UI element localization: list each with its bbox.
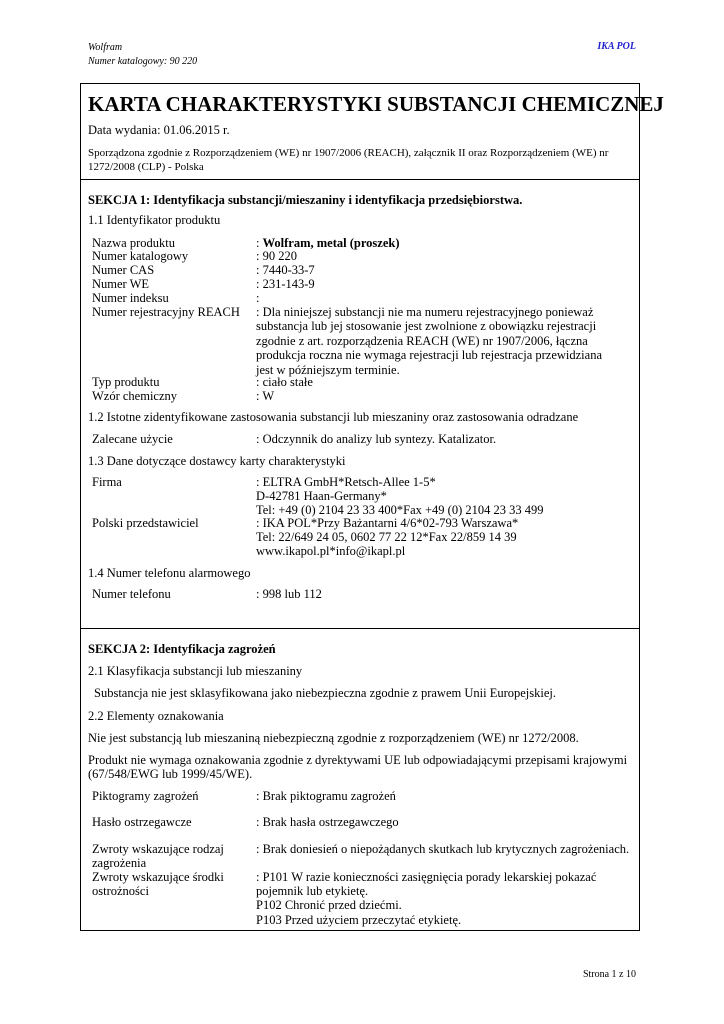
page-number: Strona 1 z 10 (582, 969, 636, 980)
value-chemical-formula: : W (256, 389, 275, 403)
value-index-number: : (256, 291, 260, 305)
value-precautionary-statements: : P101 W razie konieczności zasięgnięcia porady lekarskiej pokazać pojemnik lub etykietę. P102 Chronić przed dziećmi. P103 Przed użyciem przeczytać etykietę. (256, 870, 597, 927)
label-product-type: Typ produktu (92, 375, 160, 389)
subsection-2-1: 2.1 Klasyfikacja substancji lub mieszaniny (88, 664, 303, 678)
value-cas-number: : 7440-33-7 (256, 263, 315, 277)
value-product-type: : ciało stałe (256, 375, 313, 389)
section-1-heading: SEKCJA 1: Identyfikacja substancji/mieszaniny i identyfikacja przedsiębiorstwa. (88, 193, 523, 207)
page-header-left (88, 41, 197, 69)
subsection-1-3: 1.3 Dane dotyczące dostawcy karty charakterystyki (88, 454, 346, 468)
value-catalog-number: : 90 220 (256, 249, 297, 263)
label-signal-word: Hasło ostrzegawcze (92, 815, 192, 829)
labelling-paragraph-1: Nie jest substancją lub mieszaniną niebezpieczną zgodnie z rozporządzeniem (WE) nr 1272/2008. (88, 731, 579, 745)
section-2-heading: SEKCJA 2: Identyfikacja zagrożeń (88, 642, 276, 656)
header-catalog-number: Numer katalogowy: 90 220 (88, 56, 198, 67)
compliance-line-2: 1272/2008 (CLP) - Polska (88, 161, 204, 173)
subsection-2-2: 2.2 Elementy oznakowania (88, 709, 224, 723)
label-index-number: Numer indeksu (92, 291, 169, 305)
labelling-paragraph-2b: (67/548/EWG lub 1999/45/WE). (88, 767, 253, 781)
label-we-number: Numer WE (92, 277, 150, 291)
label-hazard-statements: Zwroty wskazujące rodzaj zagrożenia (92, 842, 224, 871)
subsection-1-4: 1.4 Numer telefonu alarmowego (88, 566, 251, 580)
label-hazard-pictograms: Piktogramy zagrożeń (92, 789, 199, 803)
product-name-bold: Wolfram, metal (proszek) (262, 236, 400, 250)
label-firm: Firma (92, 475, 122, 489)
classification-text: Substancja nie jest sklasyfikowana jako niebezpieczna zgodnie z prawem Unii Europejskiej. (94, 686, 556, 700)
issue-date: Data wydania: 01.06.2015 r. (88, 123, 230, 137)
label-polish-representative: Polski przedstawiciel (92, 516, 199, 530)
value-hazard-statements: : Brak doniesień o niepożądanych skutkach lub krytycznych zagrożeniach. (256, 842, 630, 856)
labelling-paragraph-2a: Produkt nie wymaga oznakowania zgodnie z dyrektywami UE lub odpowiadającymi przepisami krajowymi (88, 753, 628, 767)
label-recommended-use: Zalecane użycie (92, 432, 173, 446)
document-title: KARTA CHARAKTERYSTYKI SUBSTANCJI CHEMICZNEJ (88, 92, 664, 116)
value-recommended-use: : Odczynnik do analizy lub syntezy. Katalizator. (256, 432, 497, 446)
compliance-line-1: Sporządzona zgodnie z Rozporządzeniem (WE) nr 1907/2006 (REACH), załącznik II oraz Rozporządzeniem (WE) nr (88, 147, 609, 159)
value-reach-number: : Dla niniejszej substancji nie ma numeru rejestracyjnego ponieważ substancja lub jej stosowanie jest zwolnione z obowiązku rejestracji zgodnie z art. rozporządzenia REACH (WE) nr 1907/2006, łączna produkcja roczna nie wymaga rejestracji lub rejestracja przewidziana jest w późniejszym terminie. (256, 305, 603, 377)
subsection-1-2: 1.2 Istotne zidentyfikowane zastosowania substancji lub mieszaniny oraz zastosowania odradzane (88, 410, 579, 424)
header-company-name: IKA POL (597, 41, 636, 52)
label-cas-number: Numer CAS (92, 263, 155, 277)
subsection-1-1: 1.1 Identyfikator produktu (88, 213, 221, 227)
value-emergency-phone: : 998 lub 112 (256, 587, 322, 601)
value-colon: : (256, 236, 263, 250)
label-precautionary-statements: Zwroty wskazujące środki ostrożności (92, 870, 224, 899)
label-product-name: Nazwa produktu (92, 236, 175, 250)
label-chemical-formula: Wzór chemiczny (92, 389, 178, 403)
value-firm: : ELTRA GmbH*Retsch-Allee 1-5* D-42781 Haan-Germany* Tel: +49 (0) 2104 23 33 400*Fax +49 (0) 2104 23 33 499 (256, 475, 544, 518)
value-polish-representative: : IKA POL*Przy Bażantarni 4/6*02-793 Warszawa* Tel: 22/649 24 05, 0602 77 22 12*Fax 22/859 14 39 www.ikapol.pl*info@ikapl.pl (256, 516, 519, 559)
label-catalog-number: Numer katalogowy (92, 249, 189, 263)
value-we-number: : 231-143-9 (256, 277, 315, 291)
header-product-name: Wolfram (88, 42, 123, 53)
value-hazard-pictograms: : Brak piktogramu zagrożeń (256, 789, 396, 803)
value-signal-word: : Brak hasła ostrzegawczego (256, 815, 399, 829)
label-emergency-phone: Numer telefonu (92, 587, 171, 601)
label-reach-number: Numer rejestracyjny REACH (92, 305, 240, 319)
